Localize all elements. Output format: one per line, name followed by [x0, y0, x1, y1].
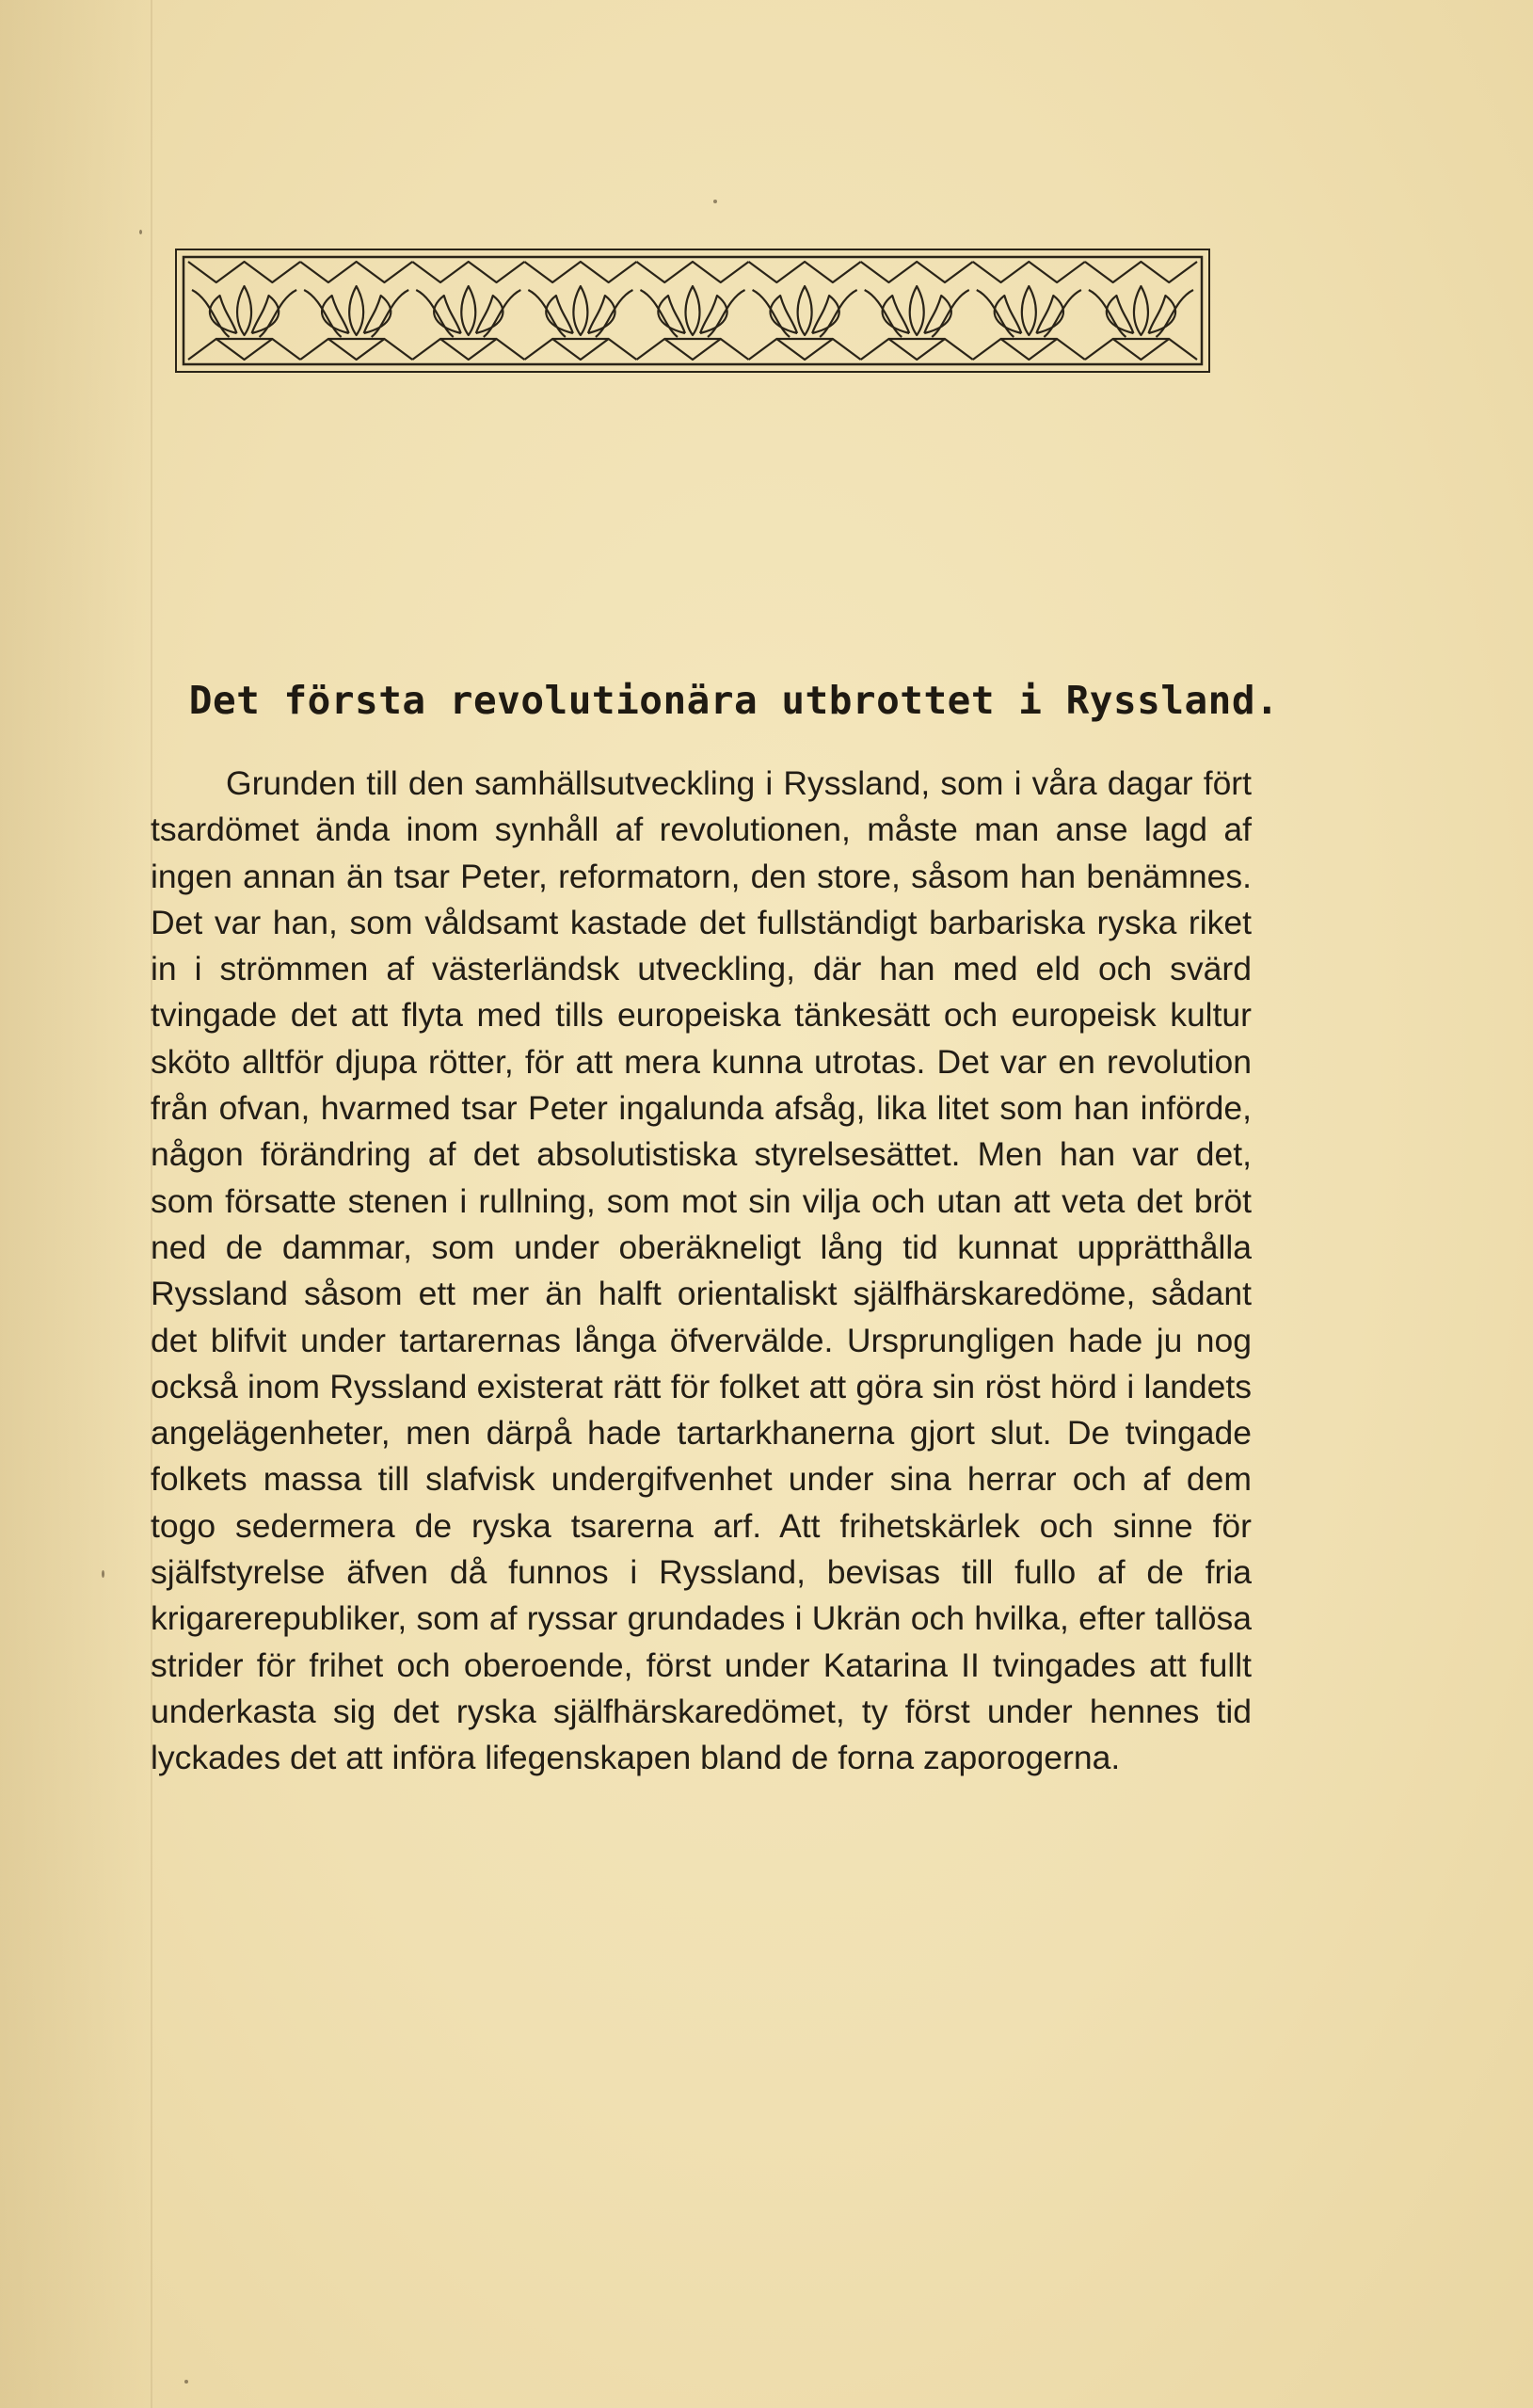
fleuron-icon [300, 262, 412, 360]
decorative-header-band [175, 249, 1210, 373]
fleuron-icon [524, 262, 636, 360]
paper-speck [139, 230, 142, 234]
paper-speck [102, 1570, 104, 1578]
fleuron-icon [861, 262, 973, 360]
body-paragraph: Grunden till den samhällsutveckling i Ryssland, som i våra dagar fört tsardömet ända inom synhåll af revolutionen, måste man anse lagd af ingen annan än tsar Peter, reformatorn, den store, såsom han benämnes. Det var han, som våldsamt kastade det fullständigt barbariska ryska riket in i strömmen af västerländsk utveckling, där han med eld och svärd tvingade det att flyta med tills europeiska tänkesätt och europeisk kultur sköto alltför djupa rötter, för att mera kunna utrotas. Det var en revolution från ofvan, hvarmed tsar Peter ingalunda afsåg, lika litet som han införde, någon förändring af det absolutistiska styrelsesättet. Men han var det, som försatte stenen i rullning, som mot sin vilja och utan att veta det bröt ned de dammar, som under oberäkneligt lång tid kunnat upprätthålla Ryssland såsom ett mer än halft orientaliskt själfhärskaredöme, sådant det blifvit under tartarernas långa öfvervälde. Ursprungligen hade ju nog också inom Ryssland existerat rätt för folket att göra sin röst hörd i landets angelägenheter, men därpå hade tartarkhanerna gjort slut. De tvingade folkets massa till slafvisk undergifvenhet under sina herrar och af dem togo sedermera de ryska tsarerna arf. Att frihetskärlek och sinne för själfstyrelse äfven då funnos i Ryssland, bevisas till fullo af de fria krigarerepubliker, som af ryssar grundades i Ukrän och hvilka, efter tallösa strider för frihet och oberoende, först under Katarina II tvingades att fullt underkasta sig det ryska själfhärskaredömet, ty först under hennes tid lyckades det att införa lifegenskapen bland de forna zaporogerna. [151, 764, 1252, 1777]
fleuron-icon [188, 262, 300, 360]
ornament-outer-frame [176, 249, 1209, 372]
fleuron-icon [636, 262, 748, 360]
fleuron-icon [412, 262, 524, 360]
ornament-inner-frame [184, 257, 1202, 364]
fleuron-icon [1085, 262, 1197, 360]
chapter-title: Det första revolutionära utbrottet i Ryssland. [188, 678, 1280, 723]
fleuron-band-icon [175, 249, 1210, 373]
fleuron-icon [973, 262, 1085, 360]
fleuron-icon [749, 262, 861, 360]
paper-speck [184, 2380, 188, 2384]
paper-speck [713, 200, 717, 203]
page-gutter-shade [0, 0, 151, 2408]
